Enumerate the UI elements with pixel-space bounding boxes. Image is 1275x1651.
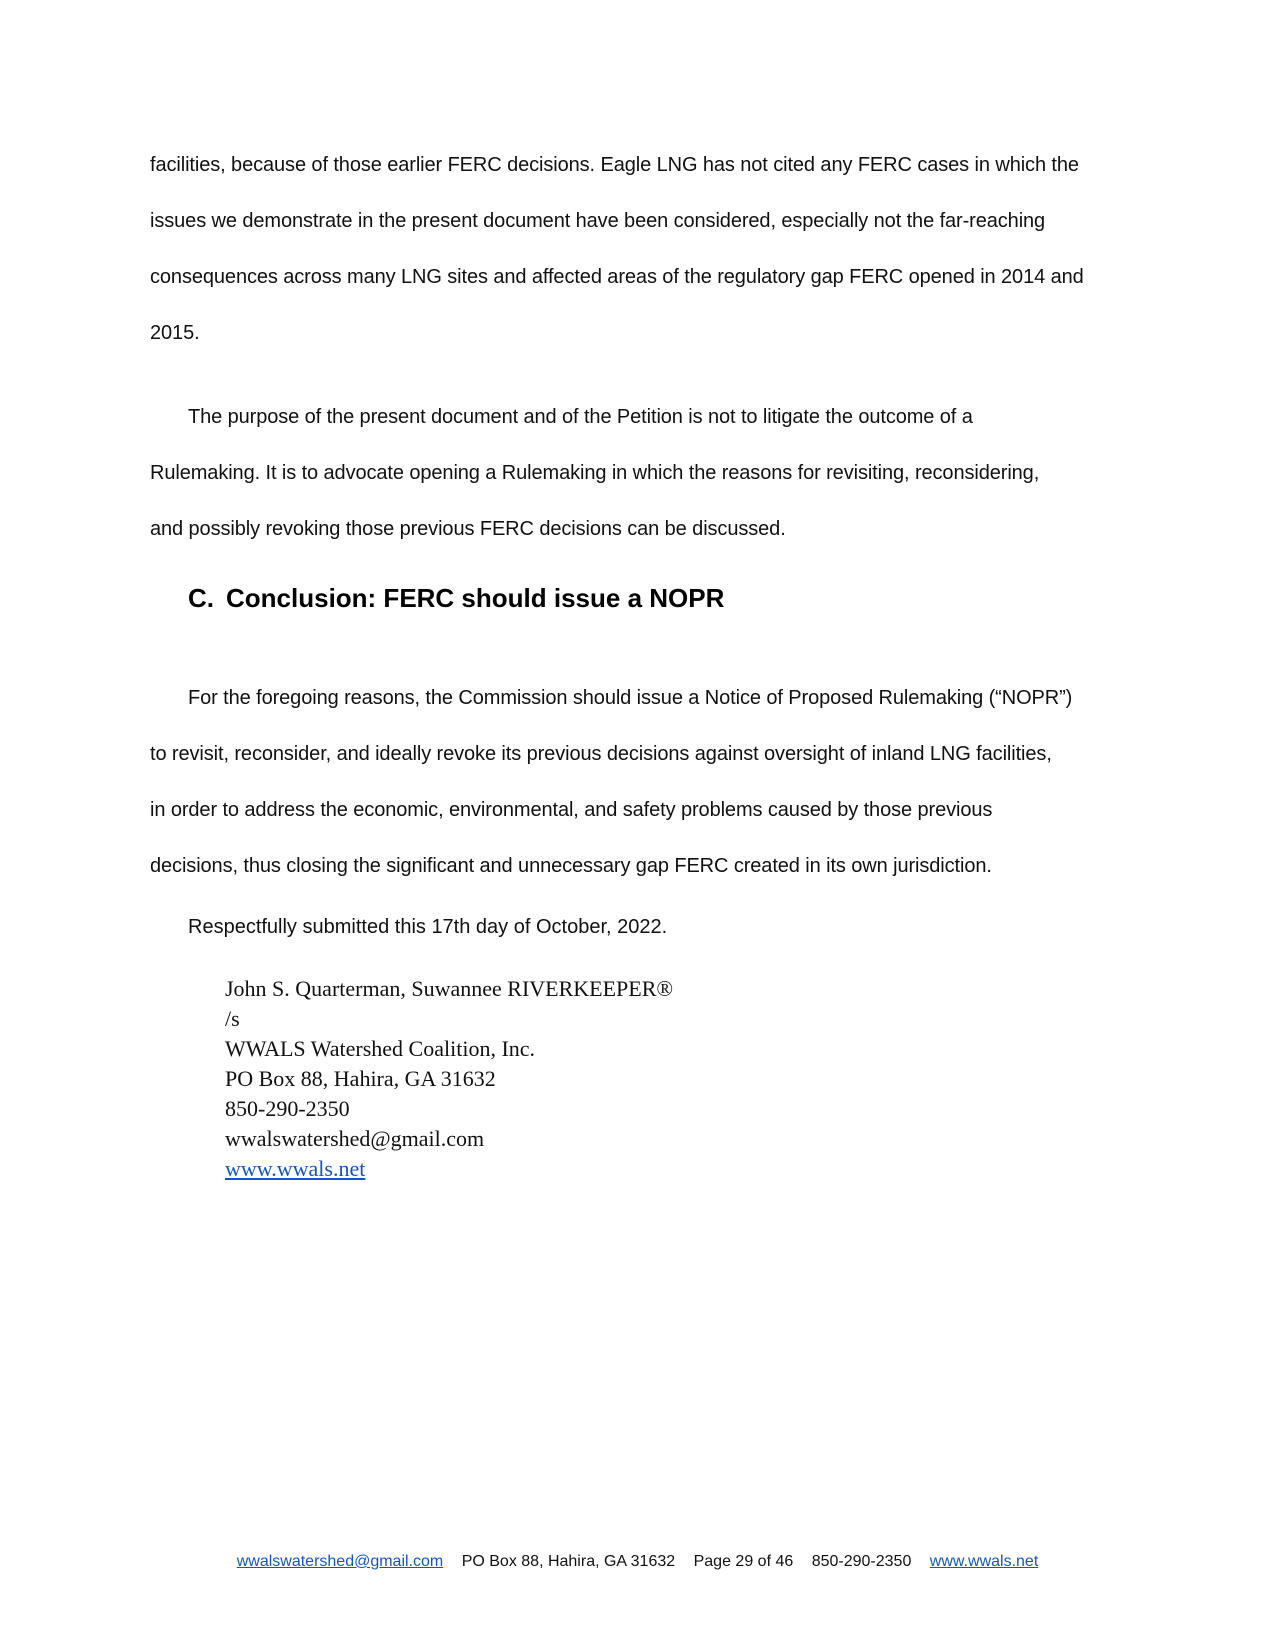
- section-title: Conclusion: FERC should issue a NOPR: [226, 583, 725, 613]
- signer-name: John S. Quarterman, Suwannee RIVERKEEPER®: [225, 976, 674, 1001]
- paragraph-line: in order to address the economic, environmental, and safety problems caused by those previous: [150, 799, 993, 821]
- paragraph-line: facilities, because of those earlier FERC decisions. Eagle LNG has not cited any FERC cases in which the: [150, 154, 1079, 176]
- paragraph-line: For the foregoing reasons, the Commission should issue a Notice of Proposed Rulemaking (“NOPR”): [188, 687, 1073, 709]
- paragraph-line: issues we demonstrate in the present document have been considered, especially not the far-reaching: [150, 210, 1046, 232]
- page-footer: [0, 1553, 1275, 1571]
- paragraph-line: and possibly revoking those previous FERC decisions can be discussed.: [150, 518, 786, 540]
- footer-website-link[interactable]: www.wwals.net: [929, 1553, 1039, 1570]
- paragraph-line: to revisit, reconsider, and ideally revoke its previous decisions against oversight of inland LNG facilities,: [150, 743, 1052, 765]
- paragraph-1: [150, 137, 1125, 361]
- footer-address: PO Box 88, Hahira, GA 31632: [461, 1553, 676, 1570]
- signature-block: [225, 974, 673, 1184]
- paragraph-2: [150, 389, 1125, 557]
- organization-name: WWALS Watershed Coalition, Inc.: [225, 1036, 536, 1061]
- website-link[interactable]: www.wwals.net: [225, 1156, 366, 1181]
- footer-email-link[interactable]: wwalswatershed@gmail.com: [236, 1553, 444, 1570]
- paragraph-line: 2015.: [150, 322, 200, 344]
- footer-phone: 850-290-2350: [811, 1553, 912, 1570]
- submission-date: Respectfully submitted this 17th day of October, 2022.: [188, 916, 668, 938]
- paragraph-line: The purpose of the present document and of the Petition is not to litigate the outcome of a: [188, 406, 973, 428]
- email-address: wwalswatershed@gmail.com: [225, 1126, 485, 1151]
- paragraph-line: consequences across many LNG sites and affected areas of the regulatory gap FERC opened in 2014 and: [150, 266, 1084, 288]
- paragraph-3: [150, 670, 1125, 894]
- signature-mark: /s: [225, 1006, 240, 1031]
- section-heading: [188, 583, 724, 614]
- mailing-address: PO Box 88, Hahira, GA 31632: [225, 1066, 496, 1091]
- paragraph-line: decisions, thus closing the significant and unnecessary gap FERC created in its own jurisdiction.: [150, 855, 992, 877]
- footer-page-number: Page 29 of 46: [693, 1553, 794, 1570]
- section-letter: C.: [188, 583, 214, 613]
- paragraph-line: Rulemaking. It is to advocate opening a Rulemaking in which the reasons for revisiting, reconsidering,: [150, 462, 1040, 484]
- phone-number: 850-290-2350: [225, 1096, 350, 1121]
